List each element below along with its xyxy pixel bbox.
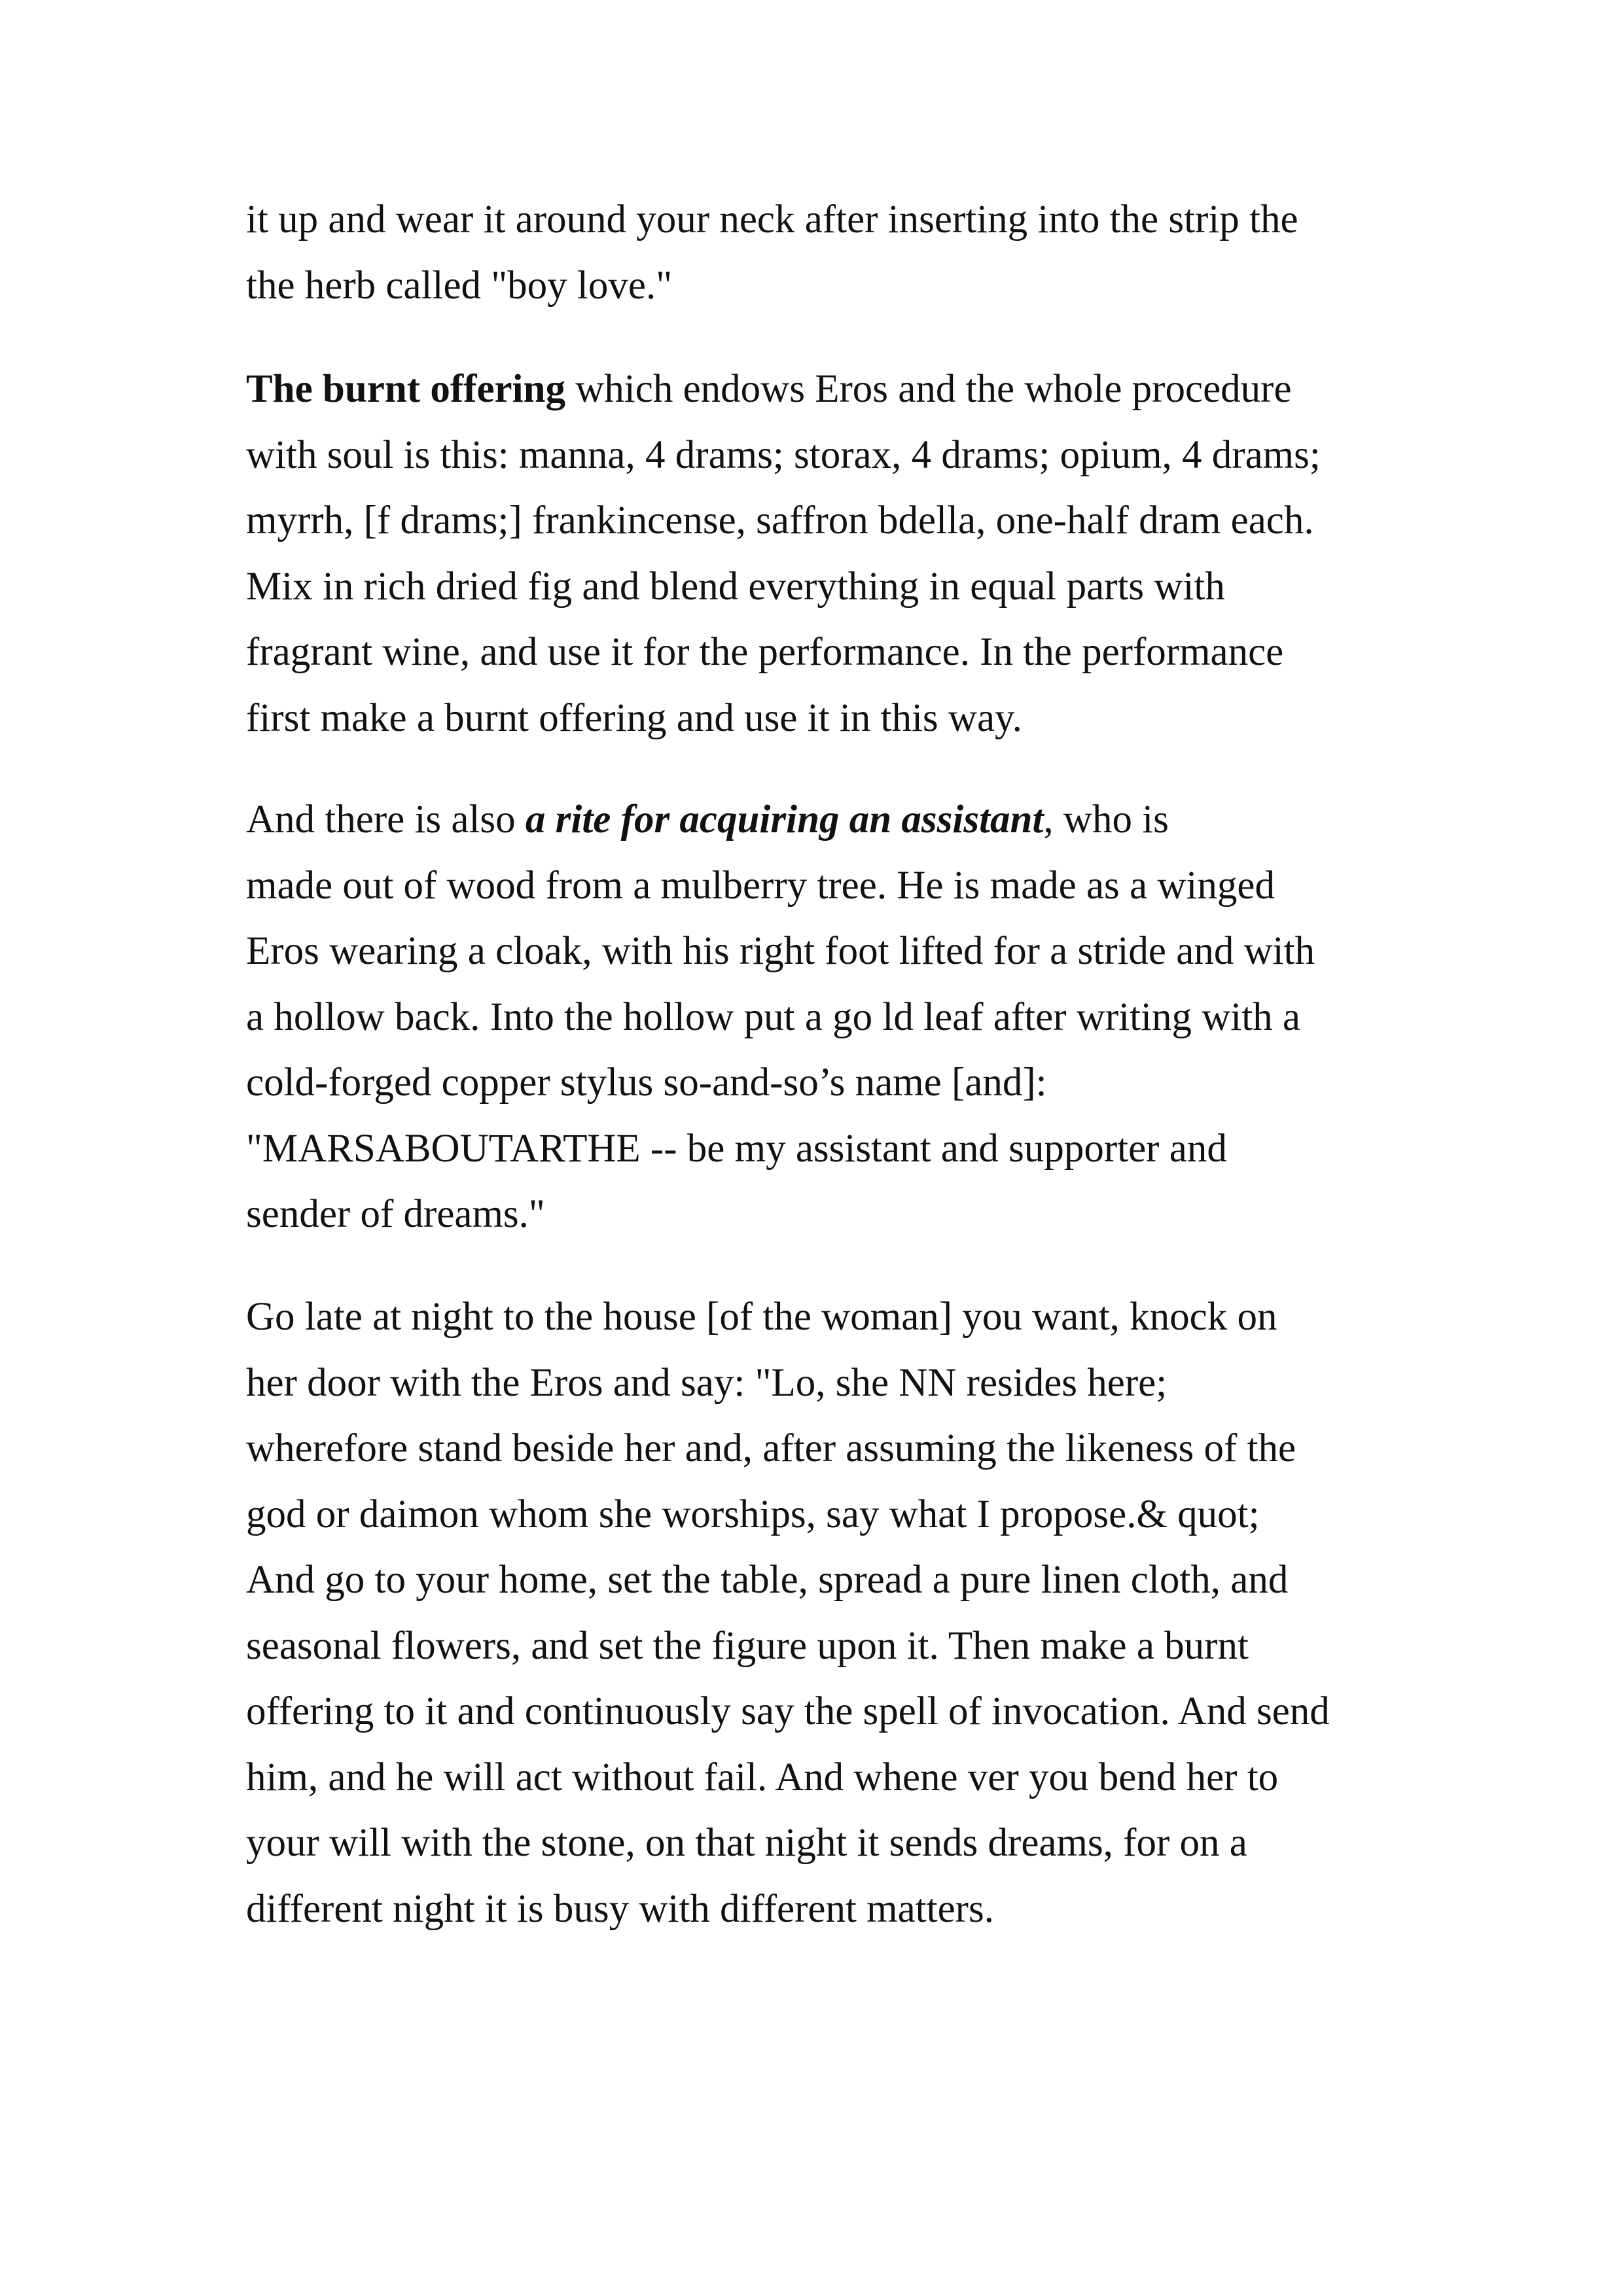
paragraph-burnt-offering (246, 357, 1424, 751)
text-line (246, 1482, 1424, 1548)
text-segment: fragrant wine, and use it for the performance. In the performance (246, 630, 1284, 674)
text-segment: "MARSABOUTARTHE -- be my assistant and supporter and (246, 1126, 1227, 1171)
text-line (246, 488, 1424, 554)
text-line (246, 919, 1424, 985)
text-line (246, 787, 1424, 853)
text-line (246, 853, 1424, 919)
text-line (246, 1547, 1424, 1614)
text-segment: And there is also (246, 798, 526, 841)
text-segment: And go to your home, set the table, spread a pure linen cloth, and (246, 1558, 1289, 1602)
text-segment: her door with the Eros and say: "Lo, she NN resides here; (246, 1360, 1168, 1405)
text-segment: Eros wearing a cloak, with his right foot lifted for a stride and with (246, 929, 1315, 973)
text-segment: with soul is this: manna, 4 drams; storax, 4 drams; opium, 4 drams; (246, 433, 1321, 477)
text-segment: which endows Eros and the whole procedure (565, 367, 1292, 411)
emphasized-text: a rite for acquiring an assistant (525, 798, 1044, 841)
text-line (246, 1416, 1424, 1482)
text-segment: the herb called "boy love." (246, 263, 673, 308)
text-line (246, 1810, 1424, 1877)
text-line (246, 1284, 1424, 1351)
text-segment: different night it is busy with different matters. (246, 1886, 994, 1931)
text-line (246, 554, 1424, 620)
text-segment: Go late at night to the house [of the woman] you want, knock on (246, 1295, 1277, 1339)
text-line (246, 985, 1424, 1051)
text-line (246, 1116, 1424, 1182)
text-segment: your will with the stone, on that night it sends dreams, for on a (246, 1821, 1247, 1865)
text-line (246, 1182, 1424, 1248)
text-line (246, 1614, 1424, 1680)
text-segment: him, and he will act without fail. And whene ver you bend her to (246, 1755, 1279, 1799)
text-segment: god or daimon whom she worships, say what I propose.& quot; (246, 1492, 1260, 1536)
text-line (246, 1877, 1424, 1943)
text-line (246, 357, 1424, 423)
text-line (246, 1745, 1424, 1811)
text-segment: offering to it and continuously say the spell of invocation. And send (246, 1689, 1330, 1733)
text-segment: a hollow back. Into the hollow put a go ld leaf after writing with a (246, 995, 1300, 1039)
text-segment: first make a burnt offering and use it in this way. (246, 696, 1022, 740)
paragraph-neck-amulet (246, 187, 1424, 319)
text-line (246, 1050, 1424, 1116)
text-segment: seasonal flowers, and set the figure upon it. Then make a burnt (246, 1623, 1249, 1668)
text-line (246, 1679, 1424, 1745)
text-line (246, 1351, 1424, 1417)
text-segment: , who is (1043, 798, 1169, 841)
text-segment: myrrh, [f drams;] frankincense, saffron bdella, one-half dram each. (246, 499, 1314, 542)
text-line (246, 187, 1424, 253)
text-segment: cold-forged copper stylus so-and-so’s name [and]: (246, 1061, 1047, 1104)
paragraph-assistant-rite (246, 787, 1424, 1248)
text-segment: made out of wood from a mulberry tree. He is made as a winged (246, 863, 1275, 908)
text-line (246, 253, 1424, 319)
paragraph-night-visit (246, 1284, 1424, 1942)
text-line (246, 620, 1424, 686)
text-segment: it up and wear it around your neck after inserting into the strip the (246, 198, 1298, 241)
text-line (246, 423, 1424, 489)
text-segment: Mix in rich dried fig and blend everything in equal parts with (246, 564, 1225, 609)
emphasized-text: The burnt offering (246, 367, 565, 411)
text-line (246, 686, 1424, 752)
text-segment: sender of dreams." (246, 1192, 545, 1236)
text-segment: wherefore stand beside her and, after assuming the likeness of the (246, 1426, 1296, 1470)
